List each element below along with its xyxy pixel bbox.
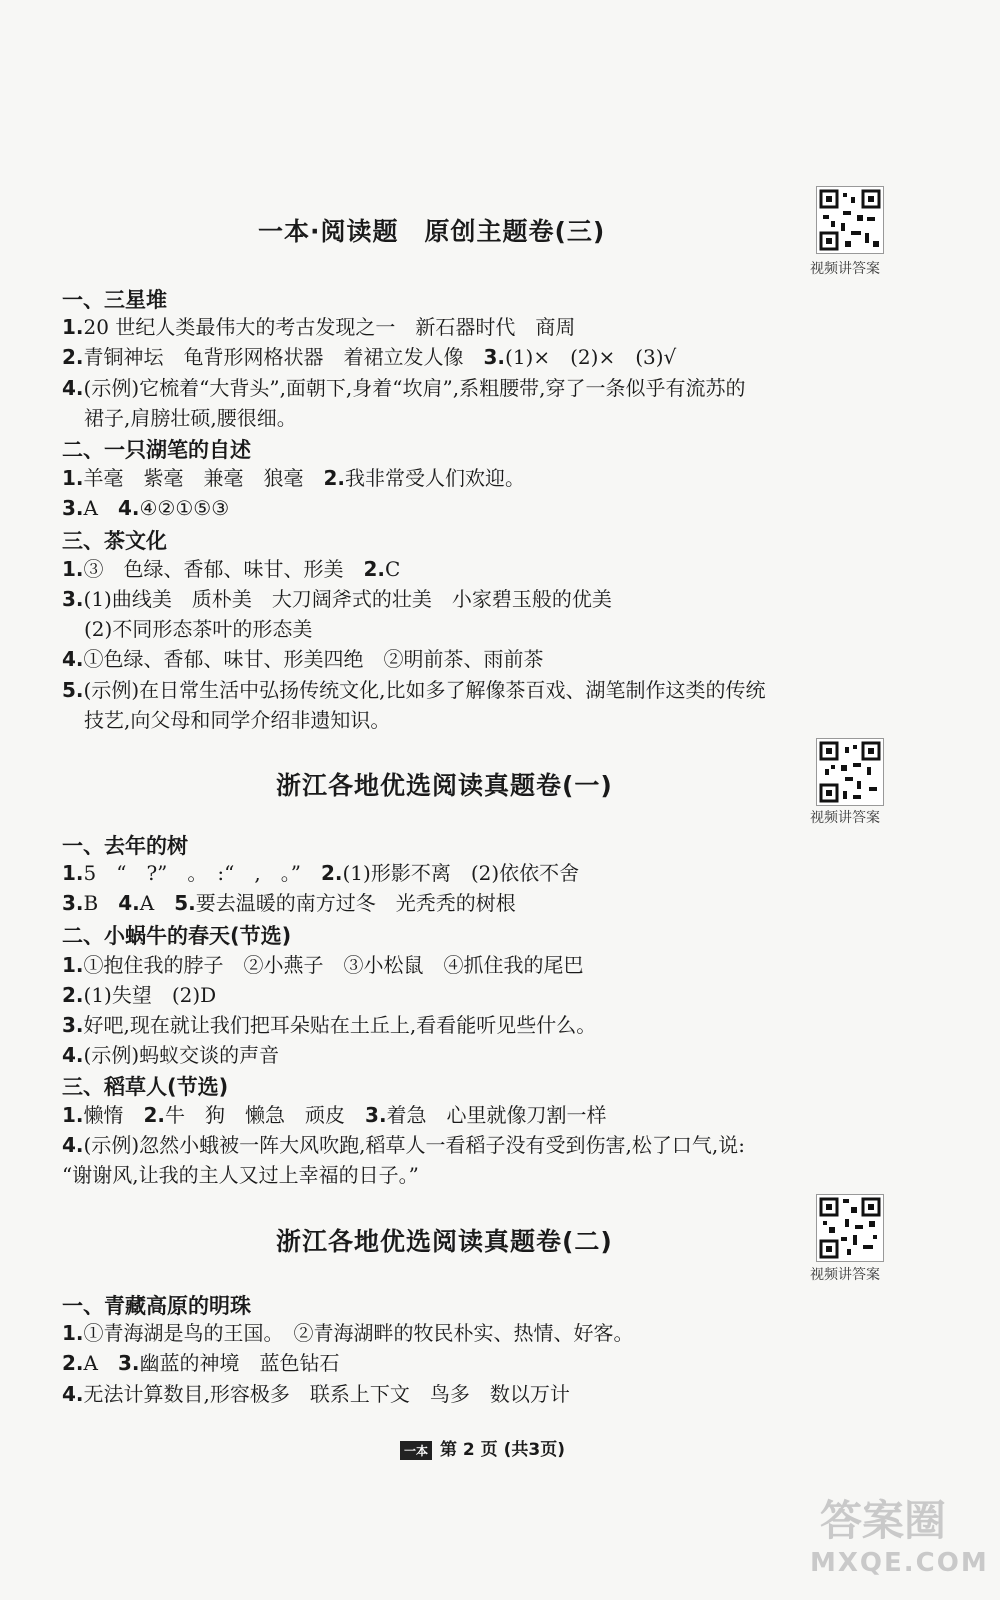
watermark-url: MXQE.COM: [810, 1548, 989, 1578]
subheading: 一、青藏高原的明珠: [62, 1294, 251, 1318]
answer-line: 3.A 4.④②①⑤③: [62, 496, 230, 520]
qr-code-icon[interactable]: [816, 186, 884, 254]
qr-caption: 视频讲答案: [810, 1267, 880, 1283]
answer-line: 1.③ 色绿、香郁、味甘、形美 2.C: [62, 557, 401, 581]
answer-line: 1.羊毫 紫毫 兼毫 狼毫 2.我非常受人们欢迎。: [62, 466, 526, 490]
answer-line-continued: 技艺,向父母和同学介绍非遗知识。: [84, 708, 391, 732]
answer-line: 3.(1)曲线美 质朴美 大刀阔斧式的壮美 小家碧玉般的优美: [62, 587, 612, 611]
answer-line: 1.20 世纪人类最伟大的考古发现之一 新石器时代 商周: [62, 315, 576, 339]
answer-line: 5.(示例)在日常生活中弘扬传统文化,比如多了解像茶百戏、湖笔制作这类的传统: [62, 678, 766, 702]
answer-line: 3.好吧,现在就让我们把耳朵贴在土丘上,看看能听见些什么。: [62, 1013, 597, 1037]
answer-line: 4.(示例)蚂蚁交谈的声音: [62, 1043, 280, 1067]
section-title-3: 浙江各地优选阅读真题卷(二): [276, 1227, 613, 1256]
section-title-2: 浙江各地优选阅读真题卷(一): [276, 771, 613, 800]
section-title-1: 一本·阅读题 原创主题卷(三): [258, 217, 606, 246]
answer-line: 4.无法计算数目,形容极多 联系上下文 鸟多 数以万计: [62, 1382, 570, 1406]
answer-line: 4.①色绿、香郁、味甘、形美四绝 ②明前茶、雨前茶: [62, 647, 544, 671]
answer-line: 1.①青海湖是鸟的王国。 ②青海湖畔的牧民朴实、热情、好客。: [62, 1321, 634, 1345]
answer-line: 2.青铜神坛 龟背形网格状器 着裙立发人像 3.(1)× (2)× (3)√: [62, 345, 677, 369]
answer-line: 1.懒惰 2.牛 狗 懒急 顽皮 3.着急 心里就像刀割一样: [62, 1103, 607, 1127]
answer-line: “谢谢风,让我的主人又过上幸福的日子。”: [62, 1163, 419, 1187]
qr-code-icon[interactable]: [816, 738, 884, 806]
answer-line: 1.5 “ ?” 。 :“ , 。” 2.(1)形影不离 (2)依依不舍: [62, 861, 580, 885]
answer-line: 2.(1)失望 (2)D: [62, 983, 217, 1007]
answer-line: 3.B 4.A 5.要去温暖的南方过冬 光秃秃的树根: [62, 891, 516, 915]
qr-caption: 视频讲答案: [810, 810, 880, 826]
subheading: 三、稻草人(节选): [62, 1075, 229, 1099]
answer-line-continued: 裙子,肩膀壮硕,腰很细。: [84, 406, 297, 430]
watermark-logo: 答案圈: [820, 1496, 947, 1545]
qr-code-icon[interactable]: [816, 1194, 884, 1262]
publisher-logo: 一本: [400, 1441, 432, 1460]
page-footer: [400, 1435, 565, 1460]
answer-line: 4.(示例)忽然小蛾被一阵大风吹跑,稻草人一看稻子没有受到伤害,松了口气,说:: [62, 1133, 745, 1157]
subheading: 二、小蜗牛的春天(节选): [62, 924, 292, 948]
subheading: 一、去年的树: [62, 834, 188, 858]
subheading: 一、三星堆: [62, 288, 167, 312]
subheading: 二、一只湖笔的自述: [62, 438, 251, 462]
subheading: 三、茶文化: [62, 529, 167, 553]
answer-line: 4.(示例)它梳着“大背头”,面朝下,身着“坎肩”,系粗腰带,穿了一条似乎有流苏的: [62, 376, 746, 400]
answer-line-continued: (2)不同形态茶叶的形态美: [84, 617, 313, 641]
answer-line: 1.①抱住我的脖子 ②小燕子 ③小松鼠 ④抓住我的尾巴: [62, 953, 584, 977]
answer-line: 2.A 3.幽蓝的神境 蓝色钻石: [62, 1351, 340, 1375]
qr-caption: 视频讲答案: [810, 261, 880, 277]
page-number: 第 2 页 (共3页): [440, 1440, 565, 1460]
